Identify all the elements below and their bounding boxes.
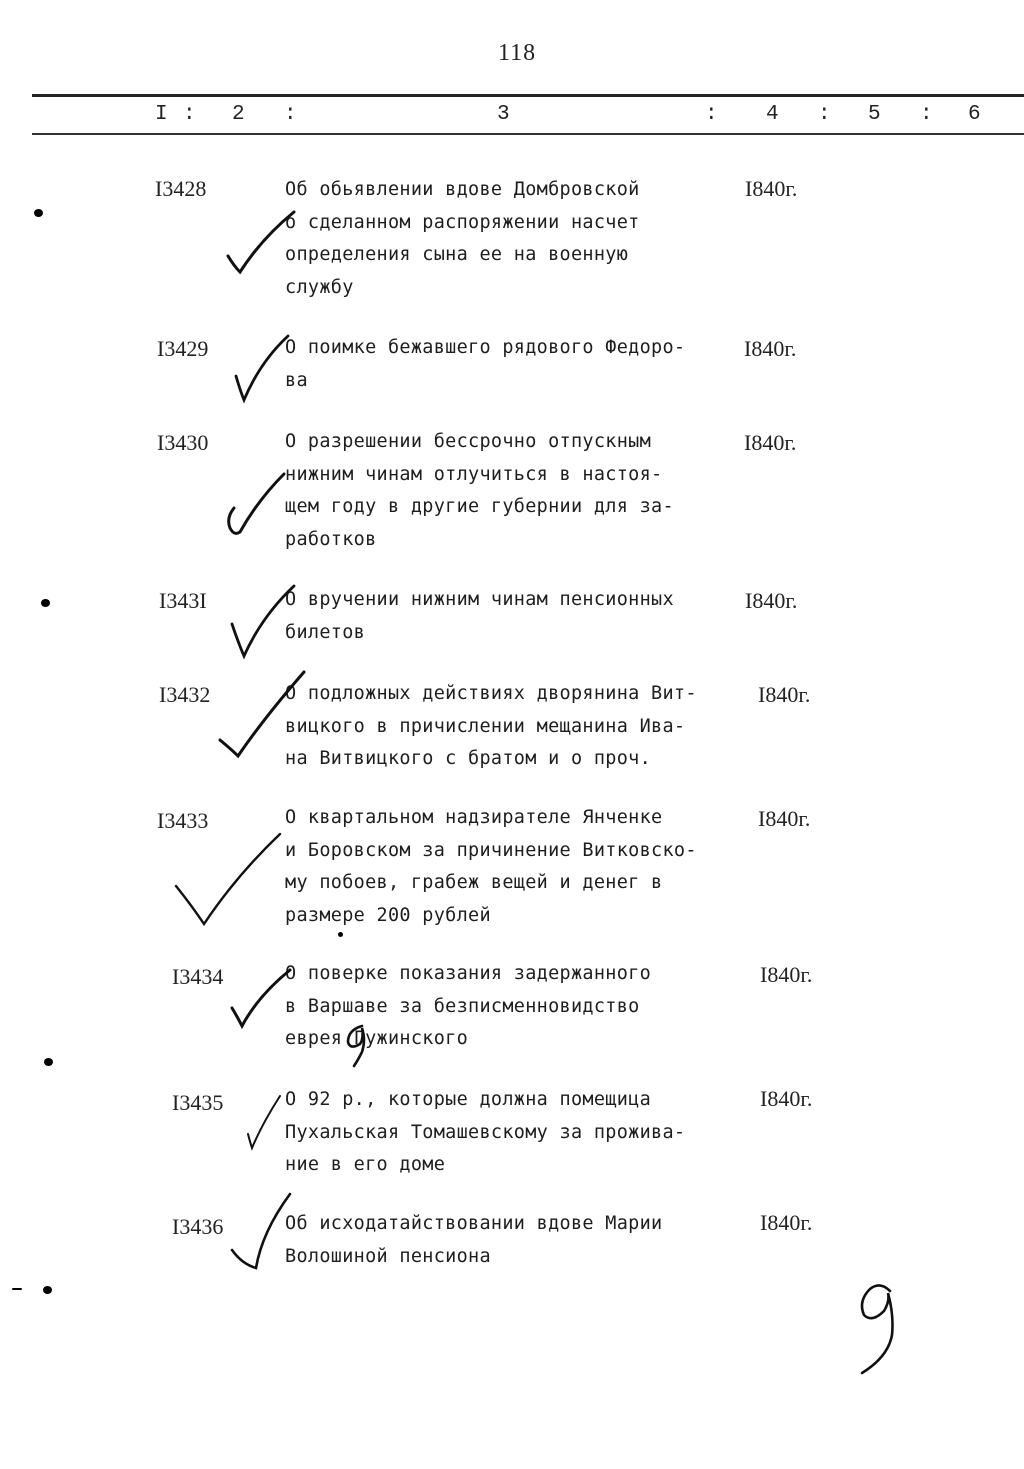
description-line: о сделанном распоряжении насчет bbox=[285, 211, 640, 233]
entry-year: I840г. bbox=[745, 588, 798, 613]
description-line: в Варшаве за безписменновидство bbox=[285, 995, 640, 1017]
header-top-rule bbox=[32, 94, 1024, 97]
description-line: Об обьявлении вдове Домбровской bbox=[285, 179, 640, 200]
checkmark-icon bbox=[170, 830, 290, 930]
description-line: Об исходатайствовании вдове Марии bbox=[285, 1213, 663, 1234]
punch-hole-dot bbox=[44, 1058, 53, 1066]
entry-year: I840г. bbox=[758, 682, 811, 707]
checkmark-icon bbox=[222, 470, 292, 540]
entry-description bbox=[285, 678, 755, 776]
column-separator: : bbox=[920, 103, 933, 126]
entry-number: I3433 bbox=[157, 808, 209, 833]
description-line: му побоев, грабеж вещей и денег в bbox=[285, 872, 663, 893]
column-separator: : bbox=[183, 103, 196, 126]
column-header-4: 4 bbox=[766, 103, 779, 126]
description-line: Волошиной пенсиона bbox=[285, 1245, 491, 1267]
checkmark-icon bbox=[214, 668, 314, 768]
description-line: службу bbox=[285, 276, 354, 298]
description-line: О поимке бежавшего рядового Федоро- bbox=[285, 337, 686, 358]
entry-year: I840г. bbox=[758, 806, 811, 831]
description-line: О поверке показания задержанного bbox=[285, 963, 652, 984]
entry-description bbox=[285, 1208, 755, 1273]
margin-mark bbox=[12, 1288, 22, 1290]
entry-number: I3436 bbox=[172, 1214, 224, 1239]
column-separator: : bbox=[284, 103, 297, 126]
entry-number: I3428 bbox=[155, 176, 207, 201]
description-line: О подложных действиях дворянина Вит- bbox=[285, 683, 697, 704]
checkmark-icon bbox=[230, 332, 300, 404]
description-line: О вручении нижним чинам пенсионных bbox=[285, 589, 674, 610]
description-line: вицкого в причислении мещанина Ива- bbox=[285, 715, 686, 737]
checkmark-icon bbox=[222, 208, 302, 278]
description-line: еврея Гужинского bbox=[285, 1028, 469, 1049]
description-line: щем году в другие губернии для за- bbox=[285, 496, 674, 517]
checkmark-icon bbox=[228, 966, 298, 1032]
entry-number: I3429 bbox=[157, 336, 209, 361]
description-line: размере 200 рублей bbox=[285, 904, 491, 926]
checkmark-icon bbox=[244, 1094, 284, 1152]
punch-hole-dot bbox=[34, 209, 43, 217]
description-line: О 92 р., которые должна помещица bbox=[285, 1089, 652, 1110]
description-line: работков bbox=[285, 528, 377, 550]
entry-number: I3430 bbox=[157, 430, 209, 455]
entry-number: I343I bbox=[159, 588, 207, 613]
ink-spot bbox=[338, 932, 343, 937]
column-header-2: 2 bbox=[232, 103, 245, 126]
entry-year: I840г. bbox=[744, 430, 797, 455]
column-header-3: 3 bbox=[497, 103, 510, 126]
column-header-1: I bbox=[155, 103, 168, 126]
description-line: определения сына ее на военную bbox=[285, 244, 629, 265]
entry-year: I840г. bbox=[760, 1210, 813, 1235]
entry-description bbox=[285, 584, 755, 649]
entry-description bbox=[285, 802, 755, 932]
punch-hole-dot bbox=[43, 1286, 52, 1294]
handwritten-mark-icon bbox=[340, 1020, 374, 1068]
entry-description bbox=[285, 174, 755, 304]
description-line: билетов bbox=[285, 621, 366, 643]
entry-description bbox=[285, 426, 755, 556]
column-header-6: 6 bbox=[968, 103, 981, 126]
description-line: и Боровском за причинение Витковско- bbox=[285, 839, 697, 861]
column-header-5: 5 bbox=[868, 103, 881, 126]
checkmark-icon bbox=[226, 1192, 296, 1274]
description-line: О разрешении бессрочно отпускным bbox=[285, 431, 652, 452]
description-line: ва bbox=[285, 369, 308, 391]
column-separator: : bbox=[705, 103, 718, 126]
entry-year: I840г. bbox=[745, 176, 798, 201]
column-separator: : bbox=[818, 103, 831, 126]
entry-description bbox=[285, 332, 755, 397]
entry-number: I3432 bbox=[159, 682, 211, 707]
checkmark-icon bbox=[228, 582, 300, 660]
punch-hole-dot bbox=[41, 599, 50, 607]
description-line: на Витвицкого с братом и о проч. bbox=[285, 748, 652, 769]
header-bottom-rule bbox=[32, 133, 1024, 135]
description-line: О квартальном надзирателе Янченке bbox=[285, 807, 663, 828]
entry-description bbox=[285, 1084, 755, 1182]
handwritten-sheet-number-icon bbox=[850, 1275, 910, 1385]
description-line: нижним чинам отлучиться в настоя- bbox=[285, 463, 663, 485]
entry-year: I840г. bbox=[760, 1086, 813, 1111]
entry-year: I840г. bbox=[744, 336, 797, 361]
description-line: Пухальская Томашевскому за прожива- bbox=[285, 1121, 686, 1143]
entry-number: I3435 bbox=[172, 1090, 224, 1115]
entry-year: I840г. bbox=[760, 962, 813, 987]
description-line: ние в его доме bbox=[285, 1154, 446, 1175]
entry-number: I3434 bbox=[172, 964, 224, 989]
page-number: 118 bbox=[498, 40, 537, 66]
